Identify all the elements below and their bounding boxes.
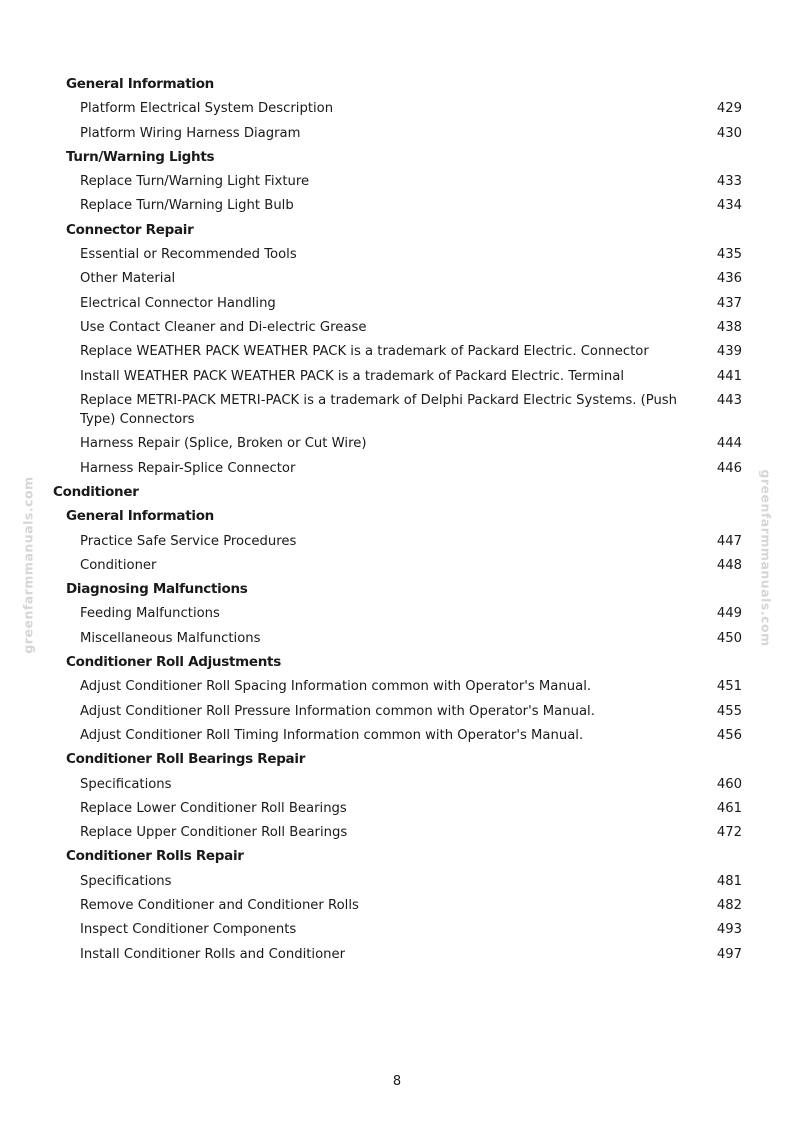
toc-entry-page-number: 449 (716, 606, 742, 622)
toc-entry[interactable] (0, 245, 794, 269)
toc-entry[interactable] (0, 434, 794, 458)
toc-entry-page-number: 435 (716, 247, 742, 263)
toc-entry-title: Remove Conditioner and Conditioner Rolls (80, 898, 359, 913)
watermark-right: greenfarmmanuals.com (758, 469, 774, 647)
watermark-left: greenfarmmanuals.com (20, 476, 36, 654)
toc-section-heading (0, 580, 794, 604)
toc-entry-title: Replace WEATHER PACK WEATHER PACK is a trademark of Packard Electric. Connector (80, 344, 649, 360)
toc-entry[interactable] (0, 318, 794, 342)
toc-section-heading (0, 507, 794, 531)
toc-section-heading (0, 221, 794, 245)
toc-entry[interactable] (0, 459, 794, 483)
toc-entry-title: Conditioner Roll Adjustments (66, 654, 281, 671)
toc-entry[interactable] (0, 172, 794, 196)
toc-entry-page-number: 436 (716, 271, 742, 287)
toc-entry-title: Harness Repair (Splice, Broken or Cut Wire) (80, 436, 367, 452)
toc-entry-title: Platform Electrical System Description (80, 101, 334, 117)
toc-entry[interactable] (0, 99, 794, 123)
toc-entry-page-number: 447 (716, 533, 742, 549)
toc-entry-title: Inspect Conditioner Components (80, 922, 297, 938)
toc-entry-title: Replace Turn/Warning Light Fixture (80, 174, 310, 190)
toc-entry-page-number: 481 (716, 873, 742, 889)
toc-entry-page-number: 497 (716, 946, 742, 962)
toc-entry-page-number: 456 (716, 727, 742, 743)
toc-entry-title: Replace Lower Conditioner Roll Bearings (80, 800, 347, 816)
toc-entry-page-number: 448 (716, 557, 742, 573)
toc-entry[interactable] (0, 799, 794, 823)
toc-entry[interactable] (0, 269, 794, 293)
toc-entry-title: Conditioner Roll Bearings Repair (66, 751, 306, 768)
toc-entry[interactable] (0, 342, 794, 366)
toc-entry-title: Use Contact Cleaner and Di-electric Grease (80, 319, 367, 335)
toc-entry-title: Connector Repair (66, 221, 194, 238)
toc-entry[interactable] (0, 945, 794, 969)
toc-entry[interactable] (0, 726, 794, 750)
toc-section-heading (0, 75, 794, 99)
toc-entry[interactable] (0, 823, 794, 847)
toc-entry-title: Essential or Recommended Tools (80, 247, 297, 263)
page-number: 8 (392, 1074, 402, 1089)
toc-entry[interactable] (0, 702, 794, 726)
toc-entry-title: Harness Repair-Splice Connector (80, 460, 296, 476)
toc-entry[interactable] (0, 872, 794, 896)
toc-entry-title: Conditioner (80, 557, 157, 573)
toc-entry-page-number: 455 (716, 703, 742, 719)
toc-entry[interactable] (0, 604, 794, 628)
toc-entry-title: Turn/Warning Lights (66, 148, 215, 165)
toc-entry-title: Adjust Conditioner Roll Pressure Information common with Operator's Manual. (80, 703, 595, 719)
toc-entry-page-number: 446 (716, 460, 742, 476)
toc-entry[interactable] (0, 556, 794, 580)
toc-entry-title: Adjust Conditioner Roll Spacing Information common with Operator's Manual. (80, 679, 592, 695)
toc-entry-page-number: 444 (716, 436, 742, 452)
toc-entry-title: Install Conditioner Rolls and Conditioner (80, 946, 346, 962)
toc-entry-page-number: 460 (716, 776, 742, 792)
toc-entry-title: Practice Safe Service Procedures (80, 533, 297, 549)
toc-entry[interactable] (0, 896, 794, 920)
toc-entry[interactable] (0, 391, 794, 435)
table-of-contents (0, 75, 794, 969)
toc-entry-page-number: 482 (716, 898, 742, 913)
toc-entry[interactable] (0, 775, 794, 799)
toc-entry-page-number: 451 (716, 679, 742, 695)
toc-entry-title: General Information (66, 76, 214, 92)
toc-entry[interactable] (0, 294, 794, 318)
toc-entry-page-number: 430 (716, 125, 742, 141)
toc-entry-page-number: 429 (716, 101, 742, 117)
toc-entry-page-number: 433 (716, 174, 742, 190)
toc-entry-page-number: 439 (716, 344, 742, 360)
toc-entry-title: Miscellaneous Malfunctions (80, 630, 261, 646)
toc-entry[interactable] (0, 677, 794, 701)
toc-entry[interactable] (0, 532, 794, 556)
toc-section-heading (0, 750, 794, 774)
toc-entry-page-number: 437 (716, 295, 742, 311)
toc-entry-page-number: 434 (716, 198, 742, 214)
toc-entry-page-number: 438 (716, 319, 742, 335)
toc-entry-page-number: 450 (716, 630, 742, 646)
toc-entry-title: Install WEATHER PACK WEATHER PACK is a trademark of Packard Electric. Terminal (80, 368, 624, 384)
toc-entry-page-number: 472 (716, 825, 742, 841)
toc-entry-page-number: 441 (716, 368, 742, 384)
toc-entry[interactable] (0, 920, 794, 944)
toc-entry-title: Feeding Malfunctions (80, 606, 220, 622)
toc-entry-title: Conditioner (53, 483, 139, 500)
toc-entry-title: Adjust Conditioner Roll Timing Information common with Operator's Manual. (80, 727, 584, 743)
toc-entry[interactable] (0, 124, 794, 148)
toc-entry-title: Diagnosing Malfunctions (66, 581, 248, 598)
toc-entry-title: Replace METRI-PACK METRI-PACK is a trademark of Delphi Packard Electric Systems. (Push Type) Connectors (80, 392, 678, 427)
toc-entry-title: Conditioner Rolls Repair (66, 848, 244, 865)
toc-entry-title: Replace Turn/Warning Light Bulb (80, 198, 294, 214)
toc-entry-page-number: 443 (716, 392, 742, 408)
toc-entry-title: Replace Upper Conditioner Roll Bearings (80, 825, 348, 841)
toc-section-heading (0, 148, 794, 172)
toc-entry[interactable] (0, 367, 794, 391)
toc-section-heading (0, 653, 794, 677)
toc-entry-title: Platform Wiring Harness Diagram (80, 125, 301, 141)
toc-entry-title: Other Material (80, 271, 176, 287)
toc-section-heading (0, 847, 794, 871)
toc-chapter-heading (0, 483, 794, 507)
toc-entry-title: Specifications (80, 873, 172, 889)
toc-entry-page-number: 493 (716, 922, 742, 938)
toc-entry[interactable] (0, 196, 794, 220)
toc-entry-title: Specifications (80, 776, 172, 792)
toc-entry-page-number: 461 (716, 800, 742, 816)
toc-entry-title: Electrical Connector Handling (80, 295, 276, 311)
toc-entry[interactable] (0, 629, 794, 653)
toc-entry-title: General Information (66, 508, 214, 525)
